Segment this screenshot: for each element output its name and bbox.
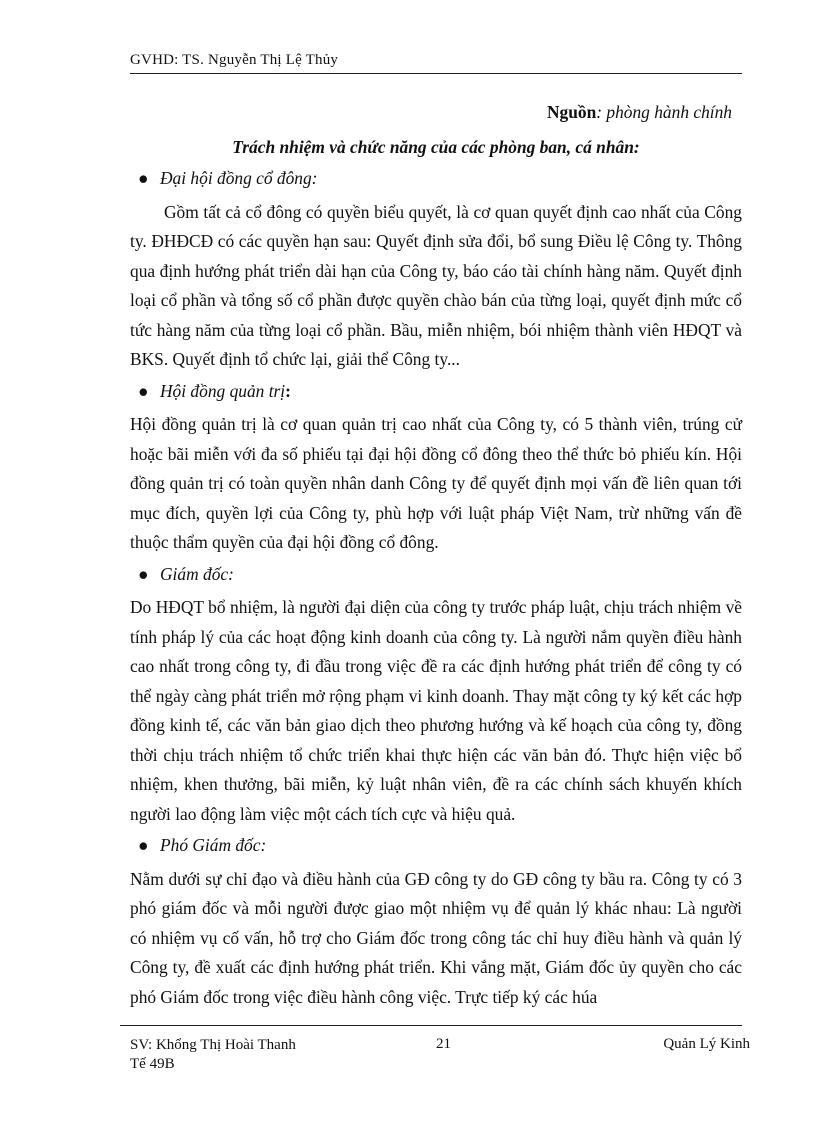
bullet-heading-hdqt: [130, 377, 742, 407]
page-number: 21: [436, 1036, 451, 1052]
paragraph-pho-giam-doc: Nằm dưới sự chỉ đạo và điều hành của GĐ công ty do GĐ công ty bầu ra. Công ty có 3 phó giám đốc và mỗi người được giao một nhiệm vụ để quản lý khác nhau: Là người có nhiệm vụ cố vấn, hỗ trợ cho Giám đốc trong công tác chỉ huy điều hành và quản lý Công ty, đề xuất các định hướng phát triển. Khi vắng mặt, Giám đốc ủy quyền cho các phó Giám đốc trong việc điều hành công việc. Trực tiếp ký các húa: [130, 868, 742, 1007]
bullet-label: Hội đồng quản trị: [160, 380, 286, 401]
bullet-icon: ●: [138, 835, 149, 855]
bullet-icon: ●: [138, 563, 149, 584]
bullet-colon: :: [285, 380, 291, 401]
footer-student-class: Tế 49B: [130, 1056, 175, 1072]
paragraph-dhdcd: Gồm tất cả cổ đông có quyền biểu quyết, là cơ quan quyết định cao nhất của Công ty. ĐHĐCĐ có các quyền hạn sau: Quyết định sửa đổi, bổ sung Điều lệ Công ty. Thông qua định hướng phát triển dài hạn của Công ty, báo cáo tài chính hàng năm. Quyết định loại cổ phần và tổng số cổ phần được quyền chào bán của từng loại, quyết định mức cổ tức hàng năm của từng loại cổ phần. Bầu, miễn nhiệm, bói nhiệm thành viên HĐQT và BKS. Quyết định tổ chức lại, giải thể Công ty...: [130, 201, 742, 369]
source-value: : phòng hành chính: [596, 102, 732, 122]
bullet-label: Giám đốc:: [160, 563, 234, 584]
page-header: GVHD: TS. Nguyễn Thị Lệ Thủy: [130, 52, 339, 68]
bullet-label: Đại hội đồng cổ đông:: [160, 168, 318, 188]
bullet-heading-dhdcd: [130, 164, 742, 194]
section-title: Trách nhiệm và chức năng của các phòng ban, cá nhân:: [232, 136, 640, 157]
source-note: [130, 98, 742, 128]
paragraph-hdqt: Hội đồng quản trị là cơ quan quản trị cao nhất của Công ty, có 5 thành viên, trúng cử hoặc bãi miễn với đa số phiếu tại đại hội đồng cổ đông theo thể thức bỏ phiếu kín. Hội đồng quản trị có toàn quyền nhân danh Công ty để quyết định mọi vấn đề liên quan tới mục đích, quyền lợi của Công ty, phù hợp với luật pháp Việt Nam, trừ những vấn đề thuộc thẩm quyền của đại hội đồng cổ đông.: [130, 414, 742, 552]
footer-divider: [120, 1025, 742, 1026]
source-label: Nguồn: [546, 102, 597, 122]
bullet-icon: ●: [138, 380, 149, 401]
footer-student-name: SV: Khổng Thị Hoài Thanh: [130, 1037, 296, 1053]
bullet-heading-giam-doc: [130, 560, 742, 590]
footer-department: Quản Lý Kinh: [663, 1036, 750, 1052]
paragraph-giam-doc: Do HĐQT bổ nhiệm, là người đại diện của công ty trước pháp luật, chịu trách nhiệm về tính pháp lý của các hoạt động kinh doanh của công ty. Là người nắm quyền điều hành cao nhất trong công ty, đi đầu trong việc đề ra các định hướng phát triển để công ty có thể ngày càng phát triển mở rộng phạm vi kinh doanh. Thay mặt công ty ký kết các hợp đồng kinh tế, các văn bản giao dịch theo phương hướng và kế hoạch của công ty, đồng thời chịu trách nhiệm tổ chức triển khai thực hiện các văn bản đó. Thực hiện việc bổ nhiệm, khen thưởng, bãi miễn, kỷ luật nhân viên, đề ra các chính sách khuyến khích người lao động làm việc một cách tích cực và hiệu quả.: [130, 597, 742, 824]
footer-student: [130, 1036, 330, 1074]
document-body: [130, 98, 742, 1012]
bullet-icon: ●: [138, 168, 149, 188]
header-divider: [130, 73, 742, 74]
bullet-heading-pho-giam-doc: [130, 831, 742, 861]
bullet-label: Phó Giám đốc:: [160, 835, 267, 855]
